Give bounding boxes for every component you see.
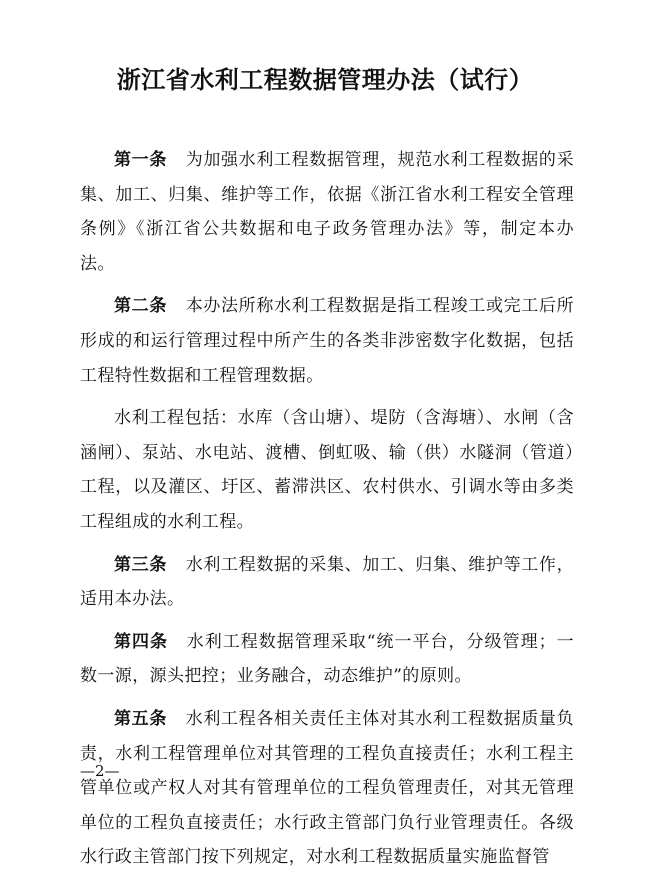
document-title: 浙江省水利工程数据管理办法（试行） <box>116 66 534 94</box>
article-2 <box>80 289 574 393</box>
page-number: —2— <box>80 762 120 780</box>
article-label: 第五条 <box>114 708 167 729</box>
article-4 <box>80 625 574 694</box>
article-text: 水利工程包括：水库（含山塘）、堤防（含海塘）、水闸（含涵闸）、泵站、水电站、渡槽、倒虹吸、输（供）水隧洞（管道）工程，以及灌区、圩区、蓄滞洪区、农村供水、引调水等由多类工程组成的水利工程。 <box>80 408 574 532</box>
article-text: 为加强水利工程数据管理，规范水利工程数据的采集、加工、归集、维护等工作，依据《浙江省水利工程安全管理条例》《浙江省公共数据和电子政务管理办法》等，制定本办法。 <box>80 150 574 274</box>
article-2-continuation <box>80 401 574 539</box>
article-label: 第三条 <box>114 554 167 575</box>
article-text: 水利工程数据的采集、加工、归集、维护等工作，适用本办法。 <box>80 554 574 610</box>
article-text: 水利工程各相关责任主体对其水利工程数据质量负责，水利工程管理单位对其管理的工程负直接责任；水利工程主管单位或产权人对其有管理单位的工程负管理责任，对其无管理单位的工程负直接责任；水行政主管部门负行业管理责任。各级水行政主管部门按下列规定，对水利工程数据质量实施监督管 <box>80 708 574 868</box>
article-label: 第一条 <box>114 150 167 170</box>
article-label: 第二条 <box>114 296 167 317</box>
document-body <box>80 143 574 883</box>
article-1 <box>80 143 574 281</box>
article-label: 第四条 <box>114 631 169 652</box>
article-text: 本办法所称水利工程数据是指工程竣工或完工后所形成的和运行管理过程中所产生的各类非涉密数字化数据，包括工程特性数据和工程管理数据。 <box>80 296 574 386</box>
article-text: 水利工程数据管理采取“统一平台，分级管理；一数一源，源头把控；业务融合，动态维护”的原则。 <box>80 631 574 687</box>
article-3 <box>80 548 574 617</box>
article-5 <box>80 702 574 875</box>
